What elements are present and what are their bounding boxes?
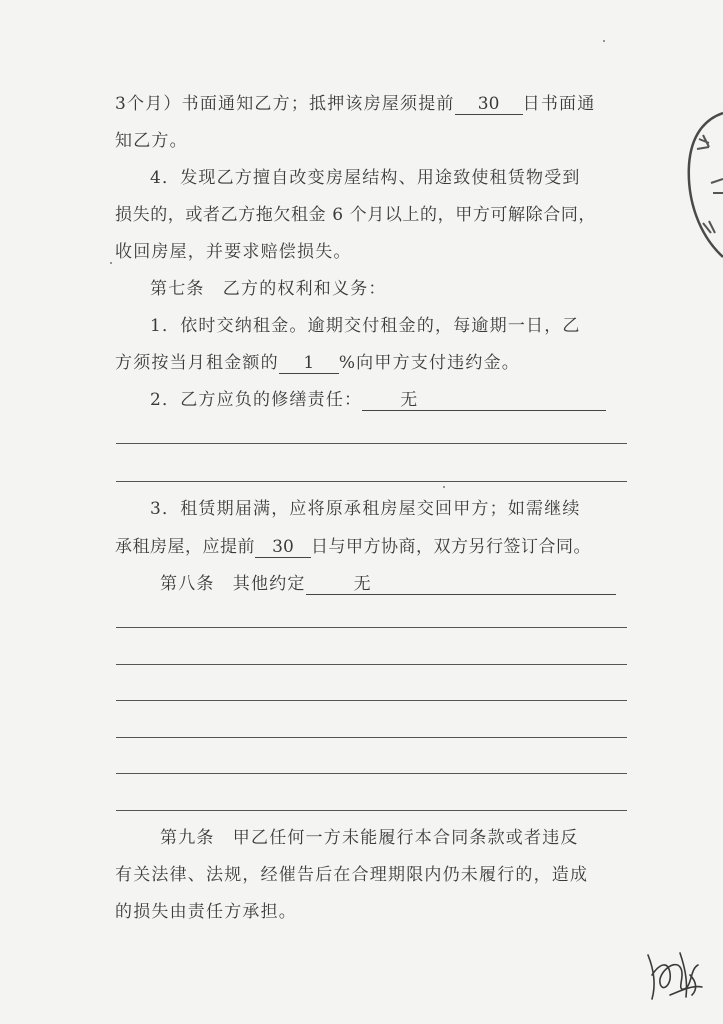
- clause7-title: 第七条 乙方的权利和义务：: [150, 279, 387, 299]
- blank-rule: [116, 443, 627, 444]
- handwritten-signature-icon: [640, 945, 710, 1005]
- clause6-line1: [115, 92, 595, 116]
- clause6-item4-line3: 收回房屋，并要求赔偿损失。: [115, 242, 352, 262]
- clause7-item1-line1: 1．依时交纳租金。逾期交付租金的，每逾期一日，乙: [150, 316, 581, 336]
- partial-seal-icon: [685, 105, 723, 265]
- clause7-item1-line2-post: %向甲方支付违约金。: [338, 353, 520, 373]
- clause7-negotiate-days: 30: [255, 537, 311, 558]
- clause8-label: 第八条 其他约定: [160, 574, 306, 594]
- blank-rule: [116, 810, 627, 811]
- paper-speck: [603, 40, 605, 42]
- clause7-repair-value: 无: [362, 390, 606, 411]
- clause9-line2: 有关法律、法规，经催告后在合理期限内仍未履行的，造成: [115, 865, 589, 885]
- blank-rule: [116, 737, 627, 738]
- blank-rule: [116, 773, 627, 774]
- blank-rule: [116, 700, 627, 701]
- clause6-line1-pre: 3个月）书面通知乙方；抵押该房屋须提前: [115, 94, 455, 114]
- clause6-line2: 知乙方。: [115, 131, 188, 151]
- clause6-line1-post: 日书面通: [522, 94, 596, 114]
- clause7-item1-line2-pre: 方须按当月租金额的: [115, 353, 279, 373]
- clause7-item2-label: 2．乙方应负的修缮责任：: [150, 390, 363, 410]
- clause8-value: 无: [306, 574, 616, 595]
- clause6-item4-line1: 4．发现乙方擅自改变房屋结构、用途致使租赁物受到: [150, 168, 581, 188]
- clause6-item4-line2: 损失的，或者乙方拖欠租金 6 个月以上的，甲方可解除合同，: [115, 205, 597, 225]
- blank-rule: [116, 627, 627, 628]
- clause8: [160, 572, 616, 596]
- clause7-penalty-percent: 1: [279, 353, 339, 374]
- clause7-item3-line2-post: 日与甲方协商，双方另行签订合同。: [311, 537, 591, 557]
- paper-speck: [110, 262, 112, 264]
- clause7-item1-line2: [115, 351, 520, 375]
- clause6-notice-days: 30: [455, 94, 523, 115]
- clause7-item2: [150, 388, 606, 412]
- clause9-line1: 第九条 甲乙任何一方未能履行本合同条款或者违反: [160, 828, 579, 848]
- clause7-item3-line2-pre: 承租房屋，应提前: [115, 537, 255, 557]
- clause7-item3-line1: 3．租赁期届满，应将原承租房屋交回甲方；如需继续: [150, 499, 581, 519]
- clause7-item3-line2: [115, 535, 591, 559]
- paper-speck: [443, 486, 445, 488]
- clause9-line3: 的损失由责任方承担。: [115, 902, 297, 922]
- blank-rule: [116, 481, 627, 482]
- blank-rule: [116, 664, 627, 665]
